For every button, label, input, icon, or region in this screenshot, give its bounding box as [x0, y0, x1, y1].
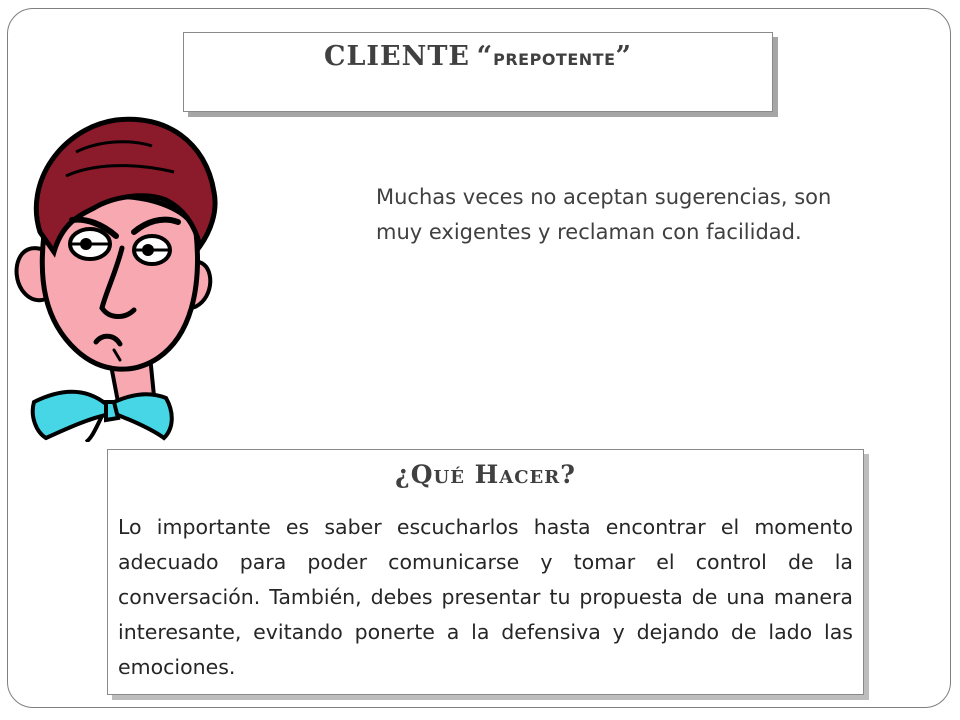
- title-close-quote: ”: [615, 41, 633, 72]
- title-sub: PREPOTENTE: [493, 50, 616, 69]
- title-main: CLIENTE: [323, 41, 470, 72]
- slide-title: [184, 41, 772, 72]
- title-box: [183, 32, 773, 112]
- advice-box: [107, 449, 864, 695]
- advice-body: Lo importante es saber escucharlos hasta encontrar el momento adecuado para poder comunicarse y tomar el control de la conversación. También, debes presentar tu propuesta de una manera interesante, evitando ponerte a la defensiva y dejando de lado las emociones.: [118, 515, 853, 679]
- title-open-quote: “: [476, 41, 494, 72]
- intro-paragraph: Muchas veces no aceptan sugerencias, son muy exigentes y reclaman con facilidad.: [376, 185, 832, 244]
- advice-title: ¿Qué Hacer?: [395, 460, 576, 489]
- angry-man-face-icon: [6, 112, 228, 442]
